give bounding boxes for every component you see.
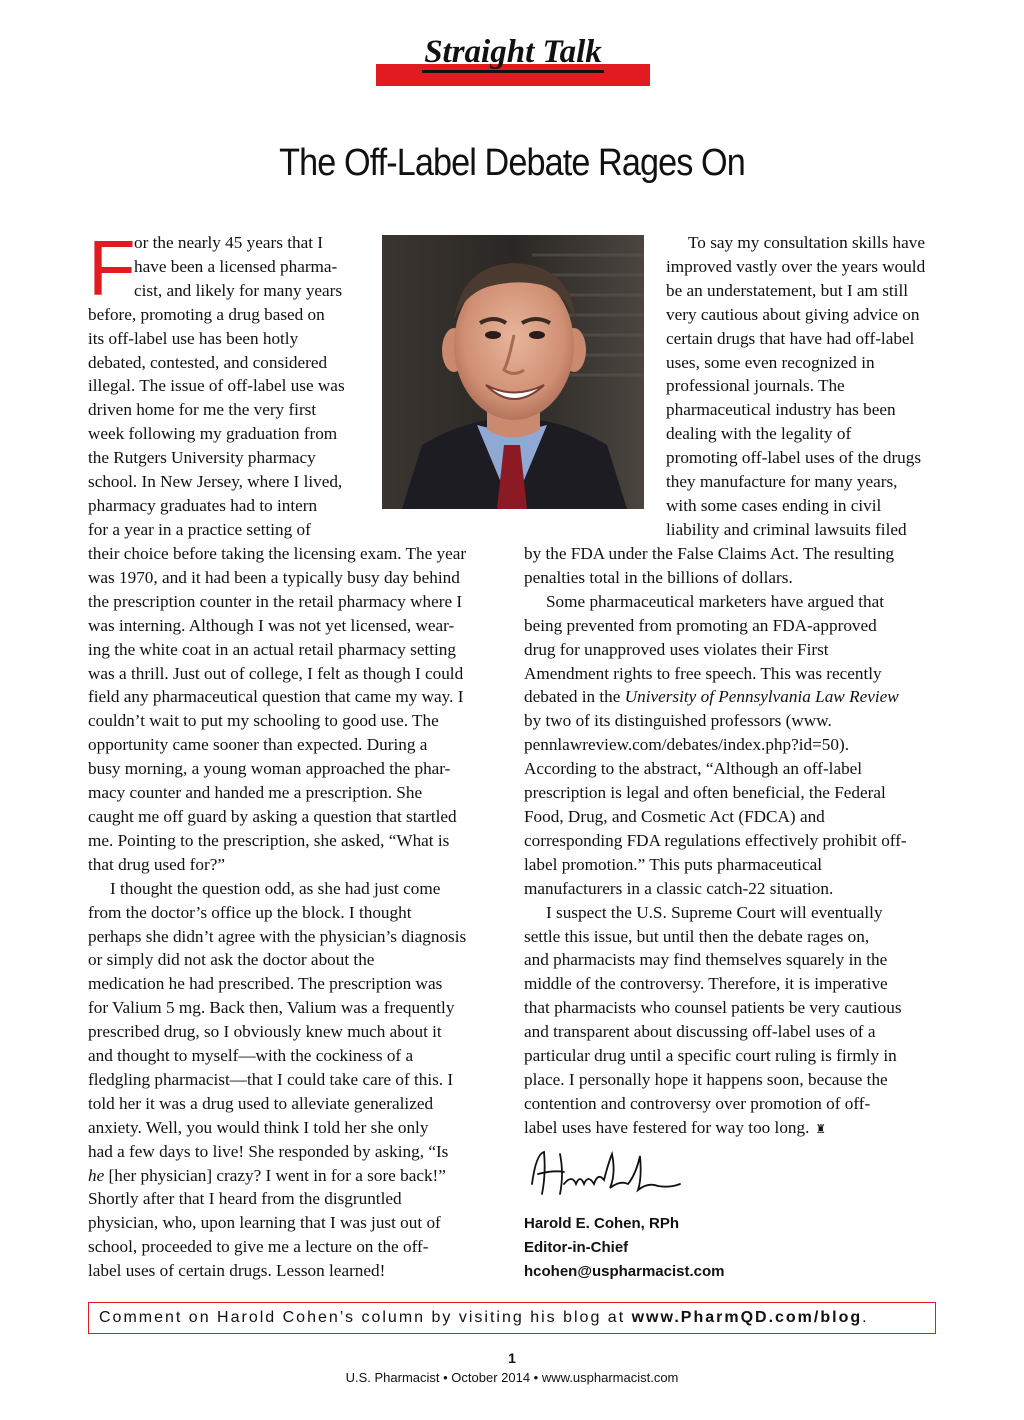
journal-title: University of Pennsylvania Law Review: [624, 687, 899, 707]
text-line: pharmaceutical industry has been: [666, 400, 896, 420]
text-line: they manufacture for many years,: [666, 472, 898, 492]
text-line: anxiety. Well, you would think I told her she only: [88, 1117, 429, 1137]
text-line: professional journals. The: [666, 376, 845, 396]
text-line: middle of the controversy. Therefore, it is imperative: [524, 974, 888, 994]
text-line: with some cases ending in civil: [666, 495, 882, 515]
text-line: place. I personally hope it happens soon, because the: [524, 1069, 888, 1089]
text-line: their choice before taking the licensing exam. The year: [88, 544, 467, 563]
text-line: the prescription counter in the retail pharmacy where I: [88, 591, 463, 611]
text-line: that pharmacists who counsel patients be very cautious: [524, 998, 902, 1018]
text-line: prescription is legal and often beneficial, the Federal: [524, 783, 886, 803]
text-line: very cautious about giving advice on: [666, 304, 920, 324]
text-line: couldn’t wait to put my schooling to good use. The: [88, 711, 439, 731]
text-line: corresponding FDA regulations effectively prohibit off-: [524, 830, 907, 850]
section-kicker: Straight Talk: [376, 30, 650, 74]
text-line: Food, Drug, and Cosmetic Act (FDCA) and: [524, 806, 825, 826]
text-line: manufacturers in a classic catch-22 situation.: [524, 878, 834, 898]
comment-prefix: Comment on Harold Cohen’s column by visiting his blog at: [99, 1309, 632, 1326]
text-line: pennlawreview.com/debates/index.php?id=50).: [524, 735, 850, 755]
text-line-rest: [her physician] crazy? I went in for a sore back!”: [104, 1165, 446, 1185]
text-line: physician, who, upon learning that I was just out of: [88, 1213, 441, 1233]
text-line: illegal. The issue of off-label use was: [88, 376, 345, 396]
text-line: To say my consultation skills have: [688, 233, 926, 252]
text-line: opportunity came sooner than expected. During a: [88, 735, 428, 755]
text-line: from the doctor’s office up the block. I thought: [88, 902, 412, 922]
comment-banner: [88, 1302, 936, 1334]
text-line: fledgling pharmacist—that I could take care of this. I: [88, 1069, 454, 1089]
column-2-wrap-text: [666, 231, 938, 542]
text-line: prescribed drug, so I obviously knew much about it: [88, 1022, 442, 1042]
text-line: be an understatement, but I am still: [666, 280, 908, 300]
text-line: for a year in a practice setting of: [88, 519, 311, 539]
text-line: label promotion.” This puts pharmaceutical: [524, 854, 822, 874]
text-line: by two of its distinguished professors (www.: [524, 711, 832, 731]
text-line: liability and criminal lawsuits filed: [666, 519, 907, 539]
author-signature: [524, 1144, 684, 1200]
author-photo: [382, 235, 644, 509]
text-line: was 1970, and it had been a typically busy day behind: [88, 567, 460, 587]
text-line: settle this issue, but until then the debate rages on,: [524, 926, 870, 946]
author-email[interactable]: hcohen@uspharmacist.com: [524, 1263, 725, 1280]
column-1-body: [88, 542, 500, 1283]
text-line: According to the abstract, “Although an off-label: [524, 759, 863, 779]
text-line: for Valium 5 mg. Back then, Valium was a frequently: [88, 998, 455, 1018]
text-line: told her it was a drug used to alleviate generalized: [88, 1093, 434, 1113]
text-line: by the FDA under the False Claims Act. The resulting: [524, 544, 895, 563]
text-line: penalties total in the billions of dollars.: [524, 567, 793, 587]
text-line: me. Pointing to the prescription, she asked, “What is: [88, 830, 450, 850]
text-line: macy counter and handed me a prescription. She: [88, 783, 423, 803]
text-line: or the nearly 45 years that I: [134, 233, 323, 252]
text-line: busy morning, a young woman approached the phar-: [88, 759, 451, 779]
text-line: Amendment rights to free speech. This was recently: [524, 663, 882, 683]
text-line: was a thrill. Just out of college, I felt as though I could: [88, 663, 464, 683]
article-title: The Off-Label Debate Rages On: [279, 142, 745, 184]
text-line: particular drug until a specific court ruling is firmly in: [524, 1046, 897, 1066]
text-line: have been a licensed pharma-: [134, 256, 338, 276]
text-line: certain drugs that have had off-label: [666, 328, 915, 348]
text-line: caught me off guard by asking a question that startled: [88, 806, 457, 826]
text-line: had a few days to live! She responded by asking, “Is: [88, 1141, 449, 1161]
text-line: promoting off-label uses of the drugs: [666, 448, 922, 468]
section-header: [376, 30, 650, 88]
text-line: pharmacy graduates had to intern: [88, 495, 318, 515]
text-line: debated, contested, and considered: [88, 352, 328, 372]
text-line: or simply did not ask the doctor about the: [88, 950, 375, 970]
end-mark-icon: ♜: [815, 1121, 827, 1136]
text-line: week following my graduation from: [88, 424, 338, 444]
drop-cap: F: [88, 224, 136, 312]
footer-line: U.S. Pharmacist • October 2014 • www.uspharmacist.com: [345, 1370, 679, 1385]
comment-suffix: .: [862, 1309, 869, 1326]
column-2-body: [524, 542, 938, 1142]
text-line: Shortly after that I heard from the disgruntled: [88, 1189, 402, 1209]
text-line: label uses of certain drugs. Lesson learned!: [88, 1261, 386, 1281]
text-line: ing the white coat in an actual retail pharmacy setting: [88, 639, 456, 659]
text-line: Some pharmaceutical marketers have argued that: [546, 591, 885, 611]
text-line: I suspect the U.S. Supreme Court will eventually: [546, 902, 883, 922]
text-line: the Rutgers University pharmacy: [88, 448, 316, 468]
text-line: and pharmacists may find themselves squarely in the: [524, 950, 888, 970]
text-line: that drug used for?”: [88, 854, 225, 874]
text-line: contention and controversy over promotion of off-: [524, 1093, 871, 1113]
author-role: Editor-in-Chief: [524, 1239, 629, 1256]
text-line: uses, some even recognized in: [666, 352, 875, 372]
text-line: and transparent about discussing off-label uses of a: [524, 1022, 876, 1042]
text-line: [524, 685, 938, 709]
emphasis-he: he: [88, 1165, 105, 1185]
text-line: school, proceeded to give me a lecture on the off-: [88, 1237, 429, 1257]
author-name: Harold E. Cohen, RPh: [524, 1215, 680, 1232]
text-line: improved vastly over the years would: [666, 256, 926, 276]
text-line: dealing with the legality of: [666, 424, 852, 444]
review-prefix: debated in the: [524, 687, 625, 707]
author-byline: [524, 1212, 725, 1284]
text-line: perhaps she didn’t agree with the physician’s diagnosis: [88, 926, 467, 946]
text-line: I thought the question odd, as she had just come: [110, 878, 441, 898]
text-line: [88, 1164, 500, 1188]
text-line: school. In New Jersey, where I lived,: [88, 472, 343, 492]
column-1-wrap-text: [88, 224, 378, 542]
text-line: its off-label use has been hotly: [88, 328, 299, 348]
author-portrait-image: [382, 235, 644, 509]
text-line: label uses have festered for way too long. ♜: [524, 1117, 827, 1137]
page-number: 1: [508, 1350, 516, 1366]
text-line: cist, and likely for many years: [134, 280, 343, 300]
text-line: drug for unapproved uses violates their First: [524, 639, 829, 659]
text-line: was interning. Although I was not yet licensed, wear-: [88, 615, 455, 635]
text-line: and thought to myself—with the cockiness of a: [88, 1046, 414, 1066]
text-line: driven home for me the very first: [88, 400, 317, 420]
text-line: medication he had prescribed. The prescription was: [88, 974, 443, 994]
blog-link[interactable]: www.PharmQD.com/blog: [631, 1309, 863, 1326]
text-line: being prevented from promoting an FDA-approved: [524, 615, 877, 635]
text-line: field any pharmaceutical question that came my way. I: [88, 687, 464, 707]
text-line: before, promoting a drug based on: [88, 304, 325, 324]
